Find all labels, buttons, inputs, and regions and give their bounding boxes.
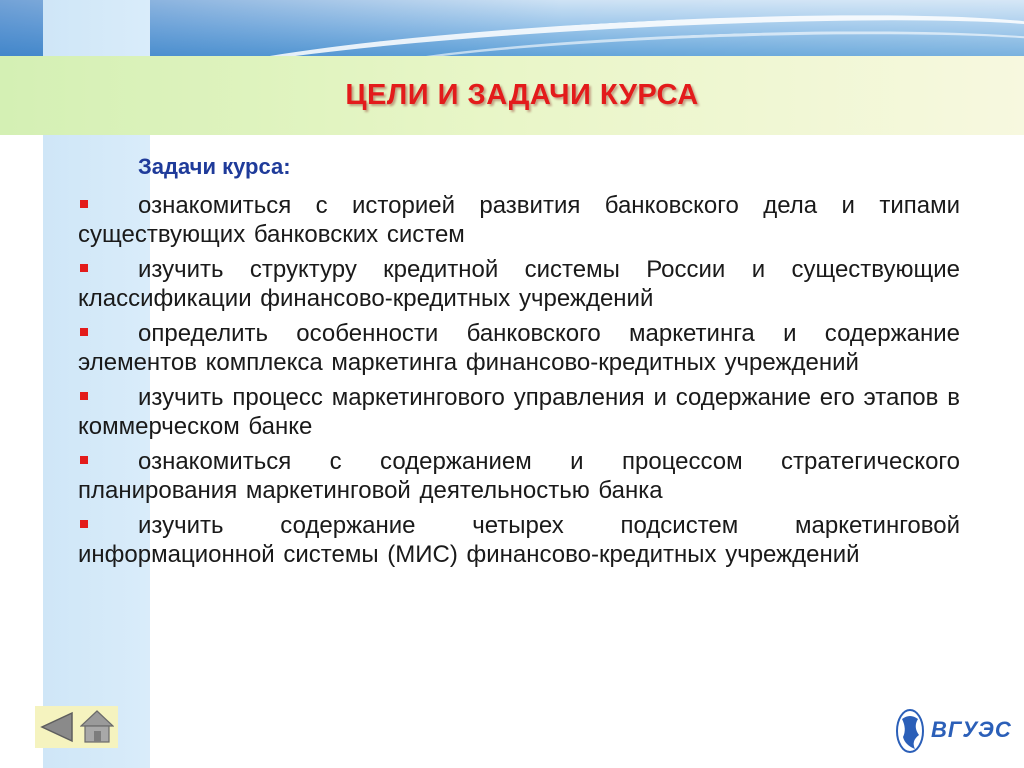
triangle-left-icon — [40, 711, 74, 743]
university-emblem-icon — [893, 707, 927, 755]
task-text: определить особенности банковского маркетинга и содержание элементов комплекса маркетинга финансово-кредитных учреждений — [78, 320, 960, 376]
task-list — [78, 191, 960, 575]
house-icon — [80, 709, 114, 744]
task-text: ознакомиться с историей развития банковского дела и типами существующих банковских систем — [78, 192, 960, 248]
bullet-icon — [80, 520, 88, 528]
university-logo — [893, 707, 1012, 757]
bullet-icon — [80, 328, 88, 336]
task-text: изучить структуру кредитной системы России и существующие классификации финансово-кредитных учреждений — [78, 256, 960, 312]
list-item — [78, 319, 960, 377]
list-item — [78, 511, 960, 569]
list-item — [78, 191, 960, 249]
page-title: ЦЕЛИ И ЗАДАЧИ КУРСА — [345, 79, 699, 111]
list-item — [78, 383, 960, 441]
task-text: изучить процесс маркетингового управления и содержание его этапов в коммерческом банке — [78, 384, 960, 440]
bullet-icon — [80, 392, 88, 400]
task-text: ознакомиться с содержанием и процессом стратегического планирования маркетинговой деятельностью банка — [78, 448, 960, 504]
back-button[interactable] — [40, 711, 74, 743]
list-item — [78, 255, 960, 313]
bullet-icon — [80, 264, 88, 272]
bullet-icon — [80, 456, 88, 464]
section-subtitle: Задачи курса: — [138, 154, 291, 179]
logo-text: ВГУЭС — [931, 717, 1012, 742]
bullet-icon — [80, 200, 88, 208]
task-text: изучить содержание четырех подсистем маркетинговой информационной системы (МИС) финансово-кредитных учреждений — [78, 512, 960, 568]
home-button[interactable] — [80, 709, 114, 744]
header-band — [0, 0, 1024, 58]
list-item — [78, 447, 960, 505]
